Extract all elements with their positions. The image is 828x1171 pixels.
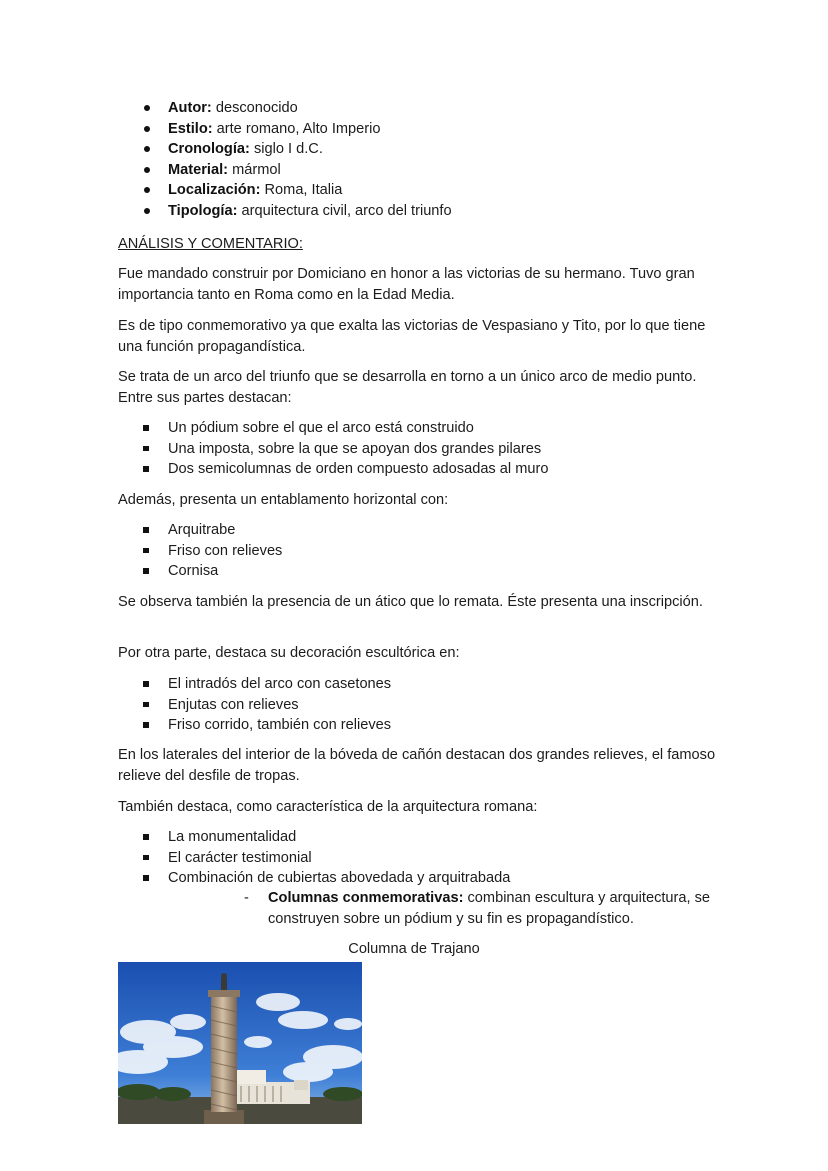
list-item: Friso con relieves: [118, 541, 282, 562]
list-item: El intradós del arco con casetones: [118, 674, 391, 695]
list-item: Un pódium sobre el que el arco está construido: [118, 418, 548, 439]
trajan-column-illustration: [118, 962, 362, 1124]
paragraph-1: Fue mandado construir por Domiciano en honor a las victorias de su hermano. Tuvo gran importancia tanto en Roma como en la Edad Media.: [118, 266, 695, 303]
image-caption: Columna de Trajano: [348, 941, 480, 957]
metadata-value: mármol: [228, 161, 281, 178]
metadata-item: [118, 201, 452, 222]
section-heading: ANÁLISIS Y COMENTARIO:: [118, 236, 303, 252]
paragraph-4: Además, presenta un entablamento horizontal con:: [118, 492, 449, 508]
list-item: [242, 888, 722, 929]
list-item: Una imposta, sobre la que se apoyan dos grandes pilares: [118, 439, 548, 460]
list-item: Combinación de cubiertas abovedada y arquitrabada: [118, 868, 510, 889]
columnas-list: [242, 888, 722, 929]
metadata-label: Estilo:: [168, 120, 213, 137]
list-item: Arquitrabe: [118, 520, 282, 541]
list-item: Enjutas con relieves: [118, 695, 391, 716]
list-item: Cornisa: [118, 561, 282, 582]
partes-list: [118, 418, 548, 480]
metadata-value: siglo I d.C.: [249, 141, 323, 157]
columnas-label: Columnas conmemorativas:: [268, 890, 464, 906]
list-item: Dos semicolumnas de orden compuesto adosadas al muro: [118, 459, 548, 480]
list-item: El carácter testimonial: [118, 848, 510, 869]
metadata-list: [118, 98, 452, 221]
paragraph-6: Por otra parte, destaca su decoración escultórica en:: [118, 645, 460, 661]
paragraph-5: Se observa también la presencia de un ático que lo remata. Éste presenta una inscripción.: [118, 594, 703, 610]
metadata-value: Roma, Italia: [260, 182, 343, 198]
list-item: Friso corrido, también con relieves: [118, 715, 391, 736]
caracteristicas-list: [118, 827, 510, 889]
paragraph-8: También destaca, como característica de la arquitectura romana:: [118, 799, 538, 815]
metadata-value: arte romano, Alto Imperio: [212, 120, 381, 137]
paragraph-7: En los laterales del interior de la bóveda de cañón destacan dos grandes relieves, el famoso relieve del desfile de tropas.: [118, 747, 716, 784]
metadata-item: [118, 139, 452, 160]
metadata-label: Cronología:: [168, 141, 250, 157]
metadata-item: [118, 160, 452, 181]
metadata-label: Tipología:: [168, 202, 238, 219]
trajan-column-photo: [118, 962, 362, 1124]
metadata-label: Material:: [168, 161, 229, 178]
entablamento-list: [118, 520, 282, 582]
paragraph-2: Es de tipo conmemorativo ya que exalta las victorias de Vespasiano y Tito, por lo que tiene una función propagandística.: [118, 318, 706, 355]
metadata-value: desconocido: [211, 100, 298, 116]
metadata-item: [118, 119, 452, 140]
metadata-item: [118, 98, 452, 119]
metadata-label: Autor:: [168, 100, 212, 116]
metadata-item: [118, 180, 452, 201]
metadata-label: Localización:: [168, 182, 261, 198]
decoracion-list: [118, 674, 391, 736]
metadata-value: arquitectura civil, arco del triunfo: [237, 202, 452, 219]
paragraph-3: Se trata de un arco del triunfo que se desarrolla en torno a un único arco de medio punto. Entre sus partes destacan:: [118, 369, 697, 406]
columnas-text: combinan escultura y arquitectura, se construyen sobre un pódium y su fin es propagandístico.: [268, 890, 711, 927]
list-item: La monumentalidad: [118, 827, 510, 848]
